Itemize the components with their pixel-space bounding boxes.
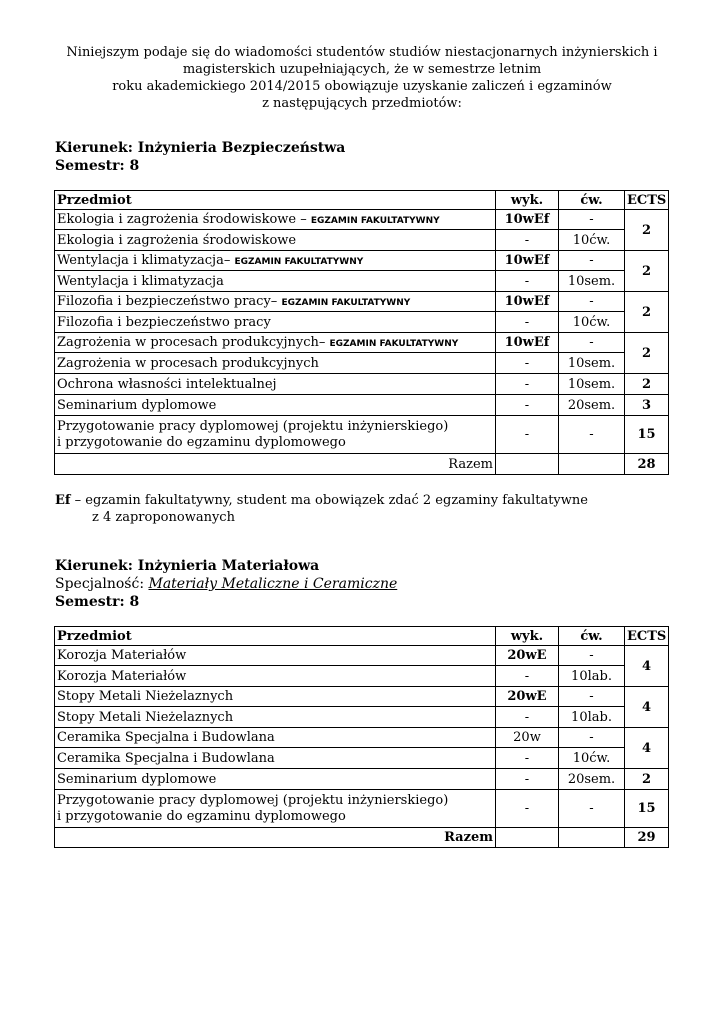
cw-cell: 10sem. (559, 353, 625, 374)
wyk-cell: - (496, 312, 559, 333)
total-label: Razem (55, 828, 496, 848)
cw-cell: 10ćw. (559, 230, 625, 251)
footnote-text: – egzamin fakultatywny, student ma obowiązek zdać 2 egzaminy fakultatywne (70, 493, 588, 508)
subject-cell (55, 790, 496, 828)
cw-cell: 20sem. (559, 395, 625, 416)
cw-cell: - (559, 210, 625, 230)
section2-semestr: Semestr: 8 (55, 594, 140, 610)
table-row (55, 646, 669, 666)
table-row (55, 230, 669, 251)
wyk-cell: 10wEf (496, 251, 559, 271)
footnote (55, 492, 695, 526)
table-row (55, 312, 669, 333)
ects-cell: 2 (625, 251, 669, 292)
table-row (55, 395, 669, 416)
specialization-label: Specjalność: (55, 576, 149, 592)
table-row (55, 687, 669, 707)
wyk-cell: - (496, 271, 559, 292)
specialization-value: Materiały Metaliczne i Ceramiczne (148, 576, 398, 592)
cw-cell: - (559, 292, 625, 312)
subject-cell: Stopy Metali Nieżelaznych (55, 707, 496, 728)
wyk-cell: - (496, 748, 559, 769)
table-row (55, 333, 669, 353)
section1-table (54, 190, 669, 475)
section2-table (54, 626, 669, 848)
table-row (55, 769, 669, 790)
table-row (55, 292, 669, 312)
header-subject: Przedmiot (55, 191, 496, 210)
wyk-cell: - (496, 353, 559, 374)
ects-cell: 15 (625, 416, 669, 454)
intro-line: roku akademickiego 2014/2015 obowiązuje uzyskanie zaliczeń i egzaminów (112, 79, 612, 94)
subject-text: Zagrożenia w procesach produkcyjnych– (57, 335, 330, 350)
total-ects: 29 (625, 828, 669, 848)
wyk-cell: 20w (496, 728, 559, 748)
table-row (55, 707, 669, 728)
table-row (55, 416, 669, 454)
subject-cell: Stopy Metali Nieżelaznych (55, 687, 496, 707)
total-ects: 28 (625, 454, 669, 475)
cw-cell: 10sem. (559, 271, 625, 292)
cw-cell: - (559, 790, 625, 828)
section1-heading (55, 139, 345, 175)
section2-heading (55, 557, 397, 611)
table-row (55, 271, 669, 292)
table-row (55, 251, 669, 271)
cw-cell: - (559, 251, 625, 271)
ects-cell: 4 (625, 646, 669, 687)
ects-cell: 2 (625, 769, 669, 790)
subject-cell: Ceramika Specjalna i Budowlana (55, 748, 496, 769)
subject-cell (55, 251, 496, 271)
section1-semestr: Semestr: 8 (55, 158, 140, 174)
wyk-cell: - (496, 374, 559, 395)
subject-cell: Ochrona własności intelektualnej (55, 374, 496, 395)
wyk-cell: - (496, 769, 559, 790)
subject-cell: Seminarium dyplomowe (55, 769, 496, 790)
subject-cell: Zagrożenia w procesach produkcyjnych (55, 353, 496, 374)
table-row (55, 728, 669, 748)
cw-cell: - (559, 687, 625, 707)
subject-cell: Ceramika Specjalna i Budowlana (55, 728, 496, 748)
exam-label: EGZAMIN FAKULTATYWNY (281, 298, 411, 308)
footnote-abbr: Ef (55, 493, 71, 508)
subject-text: Wentylacja i klimatyzacja– (57, 253, 235, 268)
header-ects: ECTS (625, 627, 669, 646)
exam-label: EGZAMIN FAKULTATYWNY (329, 339, 459, 349)
table-row (55, 666, 669, 687)
empty-cell (559, 828, 625, 848)
cw-cell: - (559, 646, 625, 666)
cw-cell: 10lab. (559, 666, 625, 687)
intro-paragraph (40, 44, 684, 112)
footnote-continuation: z 4 zaproponowanych (92, 510, 235, 525)
table-header-row (55, 191, 669, 210)
ects-cell: 4 (625, 728, 669, 769)
empty-cell (559, 454, 625, 475)
subject-cell: Ekologia i zagrożenia środowiskowe (55, 230, 496, 251)
intro-line: z następujących przedmiotów: (262, 96, 462, 111)
subject-text: Filozofia i bezpieczeństwo pracy– (57, 294, 282, 309)
cw-cell: - (559, 333, 625, 353)
wyk-cell: 10wEf (496, 333, 559, 353)
subject-cell (55, 292, 496, 312)
header-cw: ćw. (559, 191, 625, 210)
total-row (55, 828, 669, 848)
subject-cell (55, 333, 496, 353)
subject-cell: Korozja Materiałów (55, 646, 496, 666)
ects-cell: 2 (625, 292, 669, 333)
ects-cell: 4 (625, 687, 669, 728)
subject-line: i przygotowanie do egzaminu dyplomowego (57, 434, 346, 450)
cw-cell: - (559, 416, 625, 454)
wyk-cell: - (496, 666, 559, 687)
cw-cell: - (559, 728, 625, 748)
header-wyk: wyk. (496, 191, 559, 210)
subject-line: Przygotowanie pracy dyplomowej (projektu inżynierskiego) (57, 418, 449, 434)
header-cw: ćw. (559, 627, 625, 646)
wyk-cell: - (496, 395, 559, 416)
wyk-cell: - (496, 230, 559, 251)
table-row (55, 210, 669, 230)
subject-cell (55, 210, 496, 230)
ects-cell: 2 (625, 210, 669, 251)
subject-cell: Wentylacja i klimatyzacja (55, 271, 496, 292)
table-header-row (55, 627, 669, 646)
subject-cell: Korozja Materiałów (55, 666, 496, 687)
ects-cell: 3 (625, 395, 669, 416)
cw-cell: 10ćw. (559, 312, 625, 333)
cw-cell: 20sem. (559, 769, 625, 790)
header-wyk: wyk. (496, 627, 559, 646)
cw-cell: 10sem. (559, 374, 625, 395)
exam-label: EGZAMIN FAKULTATYWNY (234, 257, 364, 267)
ects-cell: 2 (625, 374, 669, 395)
table-row (55, 374, 669, 395)
wyk-cell: 10wEf (496, 210, 559, 230)
wyk-cell: 10wEf (496, 292, 559, 312)
intro-line: Niniejszym podaje się do wiadomości studentów studiów niestacjonarnych inżynierskich i (66, 45, 658, 60)
total-row (55, 454, 669, 475)
table-row (55, 790, 669, 828)
subject-cell: Filozofia i bezpieczeństwo pracy (55, 312, 496, 333)
wyk-cell: - (496, 790, 559, 828)
intro-line: magisterskich uzupełniających, że w semestrze letnim (182, 62, 542, 77)
subject-cell: Seminarium dyplomowe (55, 395, 496, 416)
subject-text: Ekologia i zagrożenia środowiskowe – (57, 212, 311, 227)
empty-cell (496, 454, 559, 475)
wyk-cell: - (496, 416, 559, 454)
section2-specialization (55, 575, 397, 593)
section2-kierunek: Kierunek: Inżynieria Materiałowa (55, 558, 320, 574)
ects-cell: 15 (625, 790, 669, 828)
ects-cell: 2 (625, 333, 669, 374)
wyk-cell: 20wE (496, 646, 559, 666)
subject-cell (55, 416, 496, 454)
cw-cell: 10ćw. (559, 748, 625, 769)
total-label: Razem (55, 454, 496, 475)
table-row (55, 353, 669, 374)
header-subject: Przedmiot (55, 627, 496, 646)
wyk-cell: - (496, 707, 559, 728)
wyk-cell: 20wE (496, 687, 559, 707)
exam-label: EGZAMIN FAKULTATYWNY (310, 216, 440, 226)
table-row (55, 748, 669, 769)
subject-line: i przygotowanie do egzaminu dyplomowego (57, 808, 346, 824)
subject-line: Przygotowanie pracy dyplomowej (projektu inżynierskiego) (57, 792, 449, 808)
cw-cell: 10lab. (559, 707, 625, 728)
empty-cell (496, 828, 559, 848)
header-ects: ECTS (625, 191, 669, 210)
section1-kierunek: Kierunek: Inżynieria Bezpieczeństwa (55, 140, 346, 156)
